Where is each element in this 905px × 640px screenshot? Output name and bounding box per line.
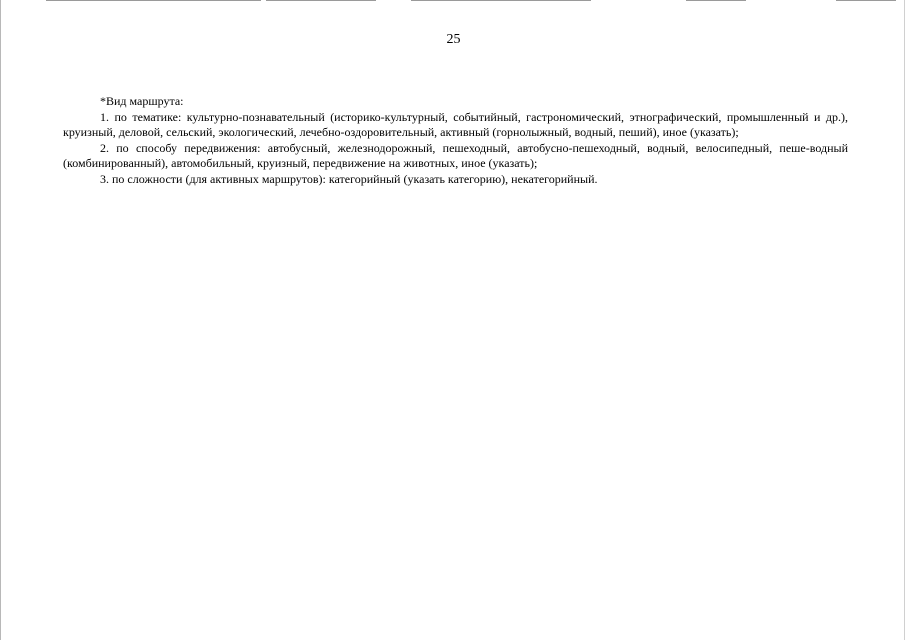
top-edge-rule [686, 0, 746, 1]
top-edge-rule [46, 0, 261, 1]
top-edge-rule [836, 0, 896, 1]
page-number: 25 [446, 32, 461, 47]
top-edge-rule [411, 0, 591, 1]
footnote-heading: *Вид маршрута: [100, 94, 184, 108]
footnote-item-transport: 2. по способу передвижения: автобусный, железнодорожный, пешеходный, автобусно-пешеходный, водный, велосипедный, пеше-водный (комбинированный), автомобильный, круизный, передвижение на животных, иное (указать); [63, 140, 848, 170]
top-edge-rule [266, 0, 376, 1]
footnote-block [63, 94, 848, 187]
footnote-item-difficulty: 3. по сложности (для активных маршрутов): категорийный (указать категорию), некатегорийный. [100, 171, 598, 186]
footnote-item-theme: 1. по тематике: культурно-познавательный (историко-культурный, событийный, гастрономический, этнографический, промышленный и др.), круизный, деловой, сельский, экологический, лечебно-оздоровительный, активный (горнолыжный, водный, пеший), иное (указать); [63, 109, 848, 139]
